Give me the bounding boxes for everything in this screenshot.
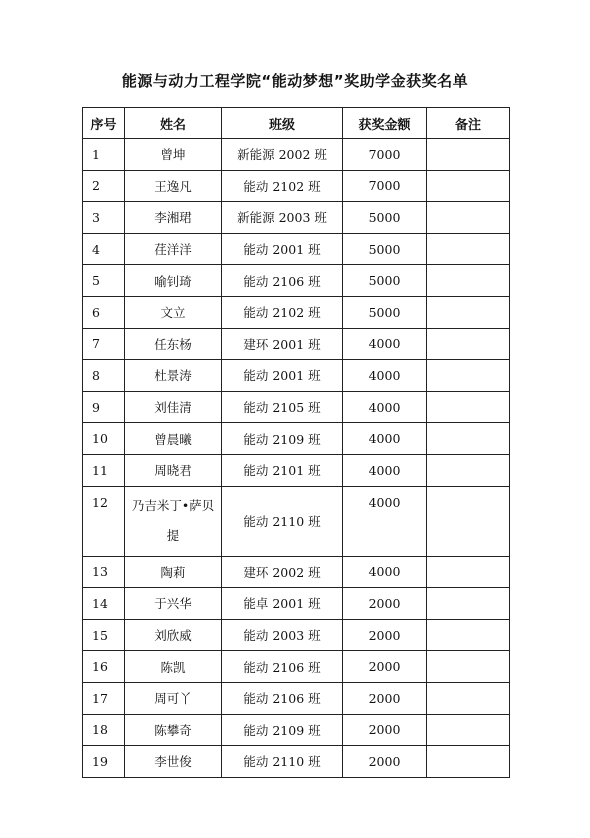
cell-name: 喻钊琦 (125, 265, 222, 297)
cell-no: 13 (83, 556, 125, 588)
cell-class: 建环 2001 班 (222, 328, 343, 360)
table-header-row (83, 108, 510, 139)
cell-no: 8 (83, 360, 125, 392)
cell-amount: 4000 (343, 360, 427, 392)
cell-no: 4 (83, 233, 125, 265)
cell-no: 3 (83, 202, 125, 234)
column-header-amount: 获奖金额 (343, 108, 427, 139)
cell-class: 能动 2102 班 (222, 170, 343, 202)
cell-note (427, 391, 510, 423)
cell-no: 18 (83, 714, 125, 746)
table-row (83, 202, 510, 234)
cell-amount: 5000 (343, 202, 427, 234)
table-row (83, 233, 510, 265)
cell-amount: 7000 (343, 170, 427, 202)
cell-name: 曾晨曦 (125, 423, 222, 455)
cell-no: 5 (83, 265, 125, 297)
cell-no: 15 (83, 619, 125, 651)
column-header-class: 班级 (222, 108, 343, 139)
cell-no: 14 (83, 588, 125, 620)
table-row (83, 619, 510, 651)
cell-class: 能动 2110 班 (222, 746, 343, 778)
table-row (83, 139, 510, 171)
cell-name: 杜景涛 (125, 360, 222, 392)
cell-no: 7 (83, 328, 125, 360)
cell-amount: 2000 (343, 714, 427, 746)
table-row (83, 556, 510, 588)
table-row (83, 170, 510, 202)
cell-name: 于兴华 (125, 588, 222, 620)
cell-no: 1 (83, 139, 125, 171)
cell-class: 能动 2001 班 (222, 233, 343, 265)
cell-note (427, 588, 510, 620)
cell-no: 6 (83, 296, 125, 328)
cell-no: 12 (83, 486, 125, 556)
cell-class: 能动 2109 班 (222, 423, 343, 455)
page-title: 能源与动力工程学院“能动梦想”奖助学金获奖名单 (121, 72, 469, 90)
cell-name: 周可丫 (125, 682, 222, 714)
cell-note (427, 746, 510, 778)
table-row (83, 454, 510, 486)
table-row (83, 391, 510, 423)
cell-name: 刘欣威 (125, 619, 222, 651)
cell-amount: 4000 (343, 486, 427, 556)
cell-note (427, 265, 510, 297)
cell-name: 李世俊 (125, 746, 222, 778)
cell-name: 李湘珺 (125, 202, 222, 234)
cell-amount: 4000 (343, 423, 427, 455)
cell-name: 任东杨 (125, 328, 222, 360)
cell-class: 新能源 2003 班 (222, 202, 343, 234)
cell-amount: 4000 (343, 454, 427, 486)
column-header-no: 序号 (83, 108, 125, 139)
cell-amount: 2000 (343, 588, 427, 620)
cell-note (427, 486, 510, 556)
cell-name: 刘佳清 (125, 391, 222, 423)
cell-amount: 2000 (343, 682, 427, 714)
cell-name: 周晓君 (125, 454, 222, 486)
cell-class: 能动 2102 班 (222, 296, 343, 328)
cell-name: 荏洋洋 (125, 233, 222, 265)
cell-note (427, 556, 510, 588)
table-row (83, 682, 510, 714)
cell-name: 陈攀奇 (125, 714, 222, 746)
table-row (83, 328, 510, 360)
cell-note (427, 170, 510, 202)
cell-amount: 2000 (343, 746, 427, 778)
cell-note (427, 328, 510, 360)
cell-amount: 4000 (343, 328, 427, 360)
table-row (83, 714, 510, 746)
cell-class: 能动 2105 班 (222, 391, 343, 423)
cell-note (427, 296, 510, 328)
table-row (83, 265, 510, 297)
cell-no: 11 (83, 454, 125, 486)
table-body (83, 139, 510, 778)
cell-amount: 2000 (343, 619, 427, 651)
table-row (83, 651, 510, 683)
table-row (83, 360, 510, 392)
cell-no: 9 (83, 391, 125, 423)
cell-class: 新能源 2002 班 (222, 139, 343, 171)
cell-amount: 7000 (343, 139, 427, 171)
cell-note (427, 619, 510, 651)
cell-class: 能动 2101 班 (222, 454, 343, 486)
cell-no: 19 (83, 746, 125, 778)
table-row (83, 588, 510, 620)
cell-name: 乃吉米丁•萨贝提 (125, 486, 222, 556)
cell-name: 王逸凡 (125, 170, 222, 202)
cell-amount: 5000 (343, 233, 427, 265)
cell-note (427, 423, 510, 455)
cell-note (427, 651, 510, 683)
cell-class: 能动 2110 班 (222, 486, 343, 556)
award-table (82, 107, 510, 778)
cell-class: 建环 2002 班 (222, 556, 343, 588)
cell-amount: 4000 (343, 556, 427, 588)
cell-class: 能动 2106 班 (222, 265, 343, 297)
cell-amount: 5000 (343, 265, 427, 297)
cell-note (427, 454, 510, 486)
cell-no: 2 (83, 170, 125, 202)
cell-note (427, 360, 510, 392)
table-row (83, 486, 510, 556)
table-row (83, 423, 510, 455)
cell-note (427, 202, 510, 234)
cell-name: 陈凯 (125, 651, 222, 683)
cell-no: 17 (83, 682, 125, 714)
cell-class: 能动 2003 班 (222, 619, 343, 651)
cell-class: 能动 2001 班 (222, 360, 343, 392)
cell-amount: 2000 (343, 651, 427, 683)
cell-note (427, 682, 510, 714)
cell-amount: 4000 (343, 391, 427, 423)
cell-class: 能动 2106 班 (222, 682, 343, 714)
cell-amount: 5000 (343, 296, 427, 328)
column-header-note: 备注 (427, 108, 510, 139)
table-row (83, 296, 510, 328)
cell-name: 曾坤 (125, 139, 222, 171)
cell-class: 能卓 2001 班 (222, 588, 343, 620)
cell-no: 10 (83, 423, 125, 455)
cell-note (427, 714, 510, 746)
cell-class: 能动 2106 班 (222, 651, 343, 683)
cell-class: 能动 2109 班 (222, 714, 343, 746)
cell-note (427, 233, 510, 265)
cell-no: 16 (83, 651, 125, 683)
column-header-name: 姓名 (125, 108, 222, 139)
cell-name: 文立 (125, 296, 222, 328)
cell-note (427, 139, 510, 171)
table-row (83, 746, 510, 778)
cell-name: 陶莉 (125, 556, 222, 588)
